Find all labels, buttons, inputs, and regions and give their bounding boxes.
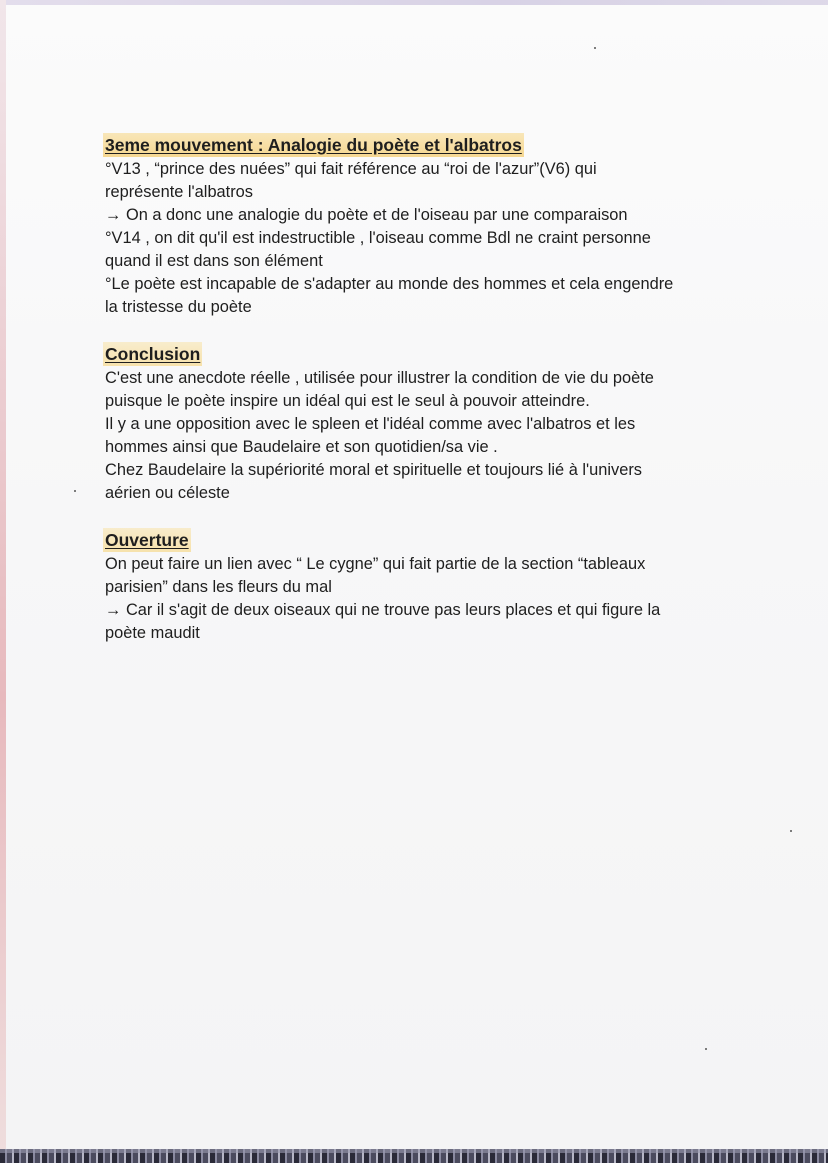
text-line: hommes ainsi que Baudelaire et son quotidien/sa vie .: [105, 438, 498, 456]
text-line: puisque le poète inspire un idéal qui est le seul à pouvoir atteindre.: [105, 392, 590, 410]
text-line: → Car il s'agit de deux oiseaux qui ne trouve pas leurs places et qui figure la: [105, 601, 661, 619]
text-line: aérien ou céleste: [105, 484, 230, 502]
text-line: Il y a une opposition avec le spleen et l'idéal comme avec l'albatros et les: [105, 415, 636, 433]
paper-speck: [74, 490, 76, 492]
text-line: représente l'albatros: [105, 183, 253, 201]
text-line: parisien” dans les fleurs du mal: [105, 578, 332, 596]
section-title-ouverture: Ouverture: [105, 530, 189, 550]
section-title-conclusion: Conclusion: [105, 344, 201, 364]
section-title-mouvement: 3eme mouvement : Analogie du poète et l'albatros: [105, 135, 522, 155]
page-left-edge: [0, 0, 6, 1163]
page-top-edge: [0, 0, 828, 5]
text-line: la tristesse du poète: [105, 298, 252, 316]
section-mouvement: [105, 133, 745, 319]
text-line: °V14 , on dit qu'il est indestructible , l'oiseau comme Bdl ne craint personne: [105, 229, 651, 247]
paper-speck: [705, 1048, 707, 1050]
text-line: C'est une anecdote réelle , utilisée pour illustrer la condition de vie du poète: [105, 369, 654, 387]
text-line: quand il est dans son élément: [105, 252, 323, 270]
text-line: °V13 , “prince des nuées” qui fait référence au “roi de l'azur”(V6) qui: [105, 160, 597, 178]
section-conclusion: [105, 342, 745, 505]
document-body: [105, 133, 745, 668]
text-line: poète maudit: [105, 624, 200, 642]
text-line: On peut faire un lien avec “ Le cygne” qui fait partie de la section “tableaux: [105, 555, 646, 573]
section-ouverture: [105, 528, 745, 645]
scan-bottom-edge: [0, 1149, 828, 1163]
paper-speck: [594, 47, 596, 49]
text-line: Chez Baudelaire la supériorité moral et spirituelle et toujours lié à l'univers: [105, 461, 643, 479]
text-line: °Le poète est incapable de s'adapter au monde des hommes et cela engendre: [105, 275, 674, 293]
paper-speck: [790, 830, 792, 832]
text-line: → On a donc une analogie du poète et de l'oiseau par une comparaison: [105, 206, 628, 224]
